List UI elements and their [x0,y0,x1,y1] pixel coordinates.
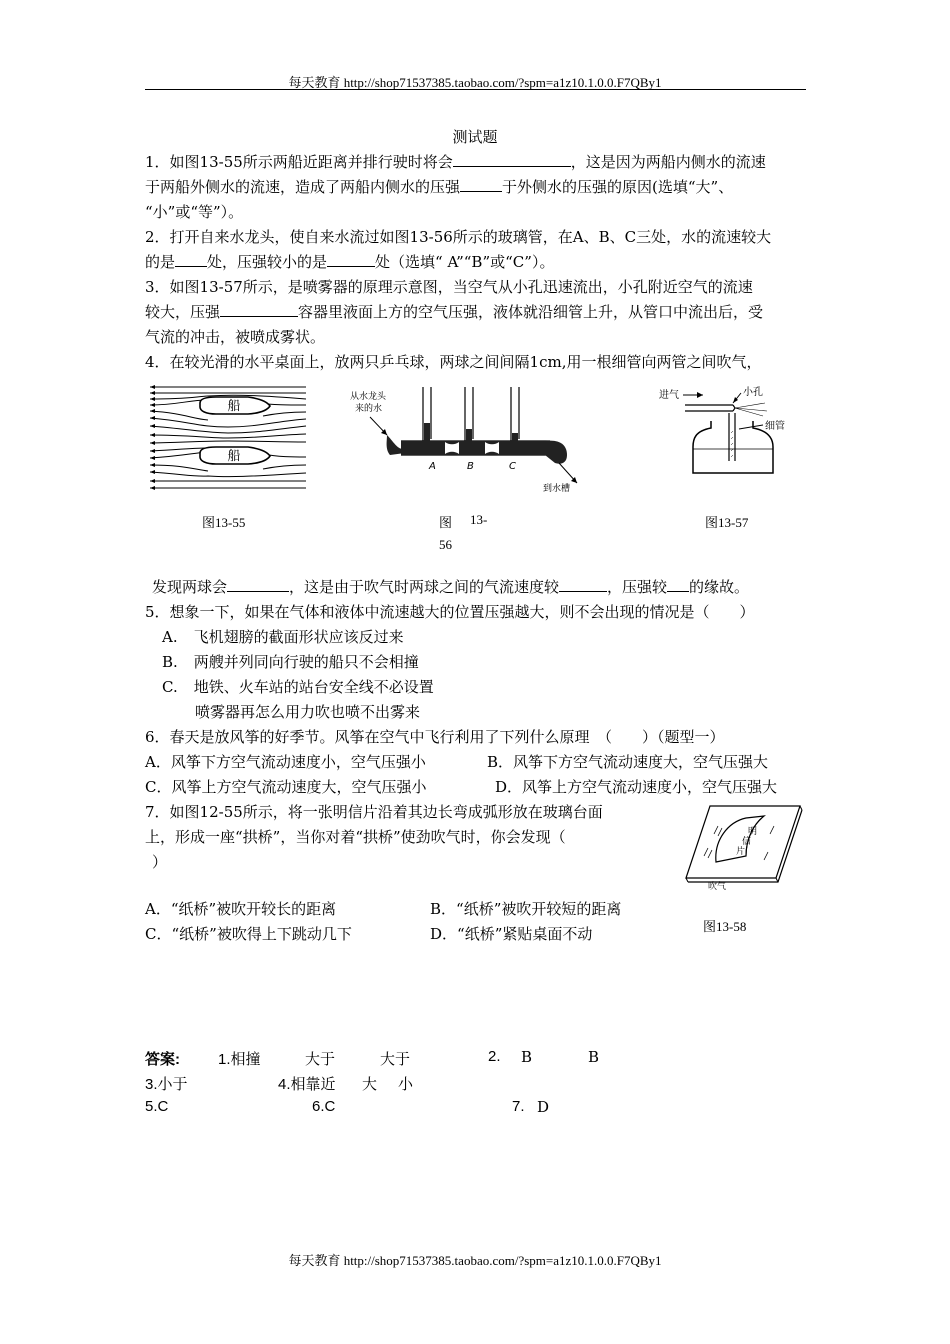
card-text-3: 片 [736,847,746,857]
tube-label-c: C [509,461,516,472]
q1-text: 于外侧水的压强的原因(选填“大”、 [502,178,734,196]
caption-13-56-a: 图 [439,515,453,530]
q7-option-a: A．“纸桥”被吹开较长的距离 [145,900,337,918]
answer-6: 6.C [312,1098,336,1115]
q1-line-3: “小”或“等”）。 [145,203,244,221]
q1-text: 1．如图13-55所示两船近距离并排行驶时将会 [145,153,453,171]
q4-text: 发现两球会 [152,578,228,596]
q7-line-2: 上，形成一座“拱桥”，当你对着“拱桥”使劲吹气时，你会发现（ [145,828,566,846]
answer-3: 3.小于 [145,1076,188,1093]
option-text: 地铁、火车站的站台安全线不必设置 [193,678,434,696]
q5-option-a [162,625,832,649]
caption-13-55: 图13-55 [202,515,246,530]
q5-stem: 5．想象一下，如果在气体和液体中流速越大的位置压强越大，则不会出现的情况是（ ） [145,603,755,621]
answer-1c: 大于 [380,1051,411,1068]
q4-text: 的缘故。 [689,578,750,596]
q4-line-1: 4．在较光滑的水平桌面上，放两只乒乓球，两球之间间隔1cm,用一根细管向两管之间吹气， [145,353,762,371]
answer-4b: 大 [362,1076,378,1093]
tube-label-b: B [467,461,474,472]
option-text: 两艘并列同向行驶的船只不会相撞 [193,653,419,671]
q7-option-b: B．“纸桥”被吹开较短的距离 [430,900,622,918]
q7-line-1: 7．如图12-55所示，将一张明信片沿着其边长弯成弧形放在玻璃台面 [145,803,603,821]
q3-line-2 [145,300,815,324]
q5-option-b [162,650,832,674]
q1-text: 于两船外侧水的流速，造成了两船内侧水的压强 [145,178,461,196]
q1-line-2 [145,175,815,199]
option-letter: B. [162,653,178,671]
answer-2b: B [588,1048,600,1066]
q1-line-1 [145,150,815,174]
caption-13-56-c: 56 [439,537,452,552]
tap-label-2: 来的水 [355,404,383,414]
boat-label-top: 船 [227,399,241,414]
q4-blank-3 [667,575,689,592]
q3-line-3: 气流的冲击，被喷成雾状。 [145,328,326,346]
q4-text: ，这是由于吹气时两球之间的气流速度较 [289,578,560,596]
option-text: 飞机翅膀的截面形状应该反过来 [193,628,404,646]
answer-4: 4.相靠近 [278,1076,336,1093]
q2-blank-1 [175,250,207,267]
answers-label: 答案: [145,1051,180,1068]
header-rule [145,89,806,90]
q6-option-d: D．风筝上方空气流动速度小，空气压强大 [495,778,778,796]
q4-line-2 [152,575,822,599]
q4-text: ，压强较 [607,578,668,596]
q3-line-1: 3．如图13-57所示，是喷雾器的原理示意图，当空气从小孔迅速流出，小孔附近空气的流速 [145,278,753,296]
tap-label-1: 从水龙头 [350,392,387,402]
caption-13-58: 图13-58 [703,919,747,934]
card-text-1: 明 [748,827,758,837]
tube-label-a: A [429,461,436,472]
answer-2: 2. [488,1048,501,1065]
q3-text: 较大，压强 [145,303,221,321]
q7-option-d: D．“纸桥”紧贴桌面不动 [430,925,593,943]
q1-text: ，这是因为两船内侧水的流速 [570,153,766,171]
q3-blank [220,300,298,317]
caption-13-56-b: 13- [470,512,488,527]
page-header: 每天教育 http://shop71537385.taobao.com/?spm=a1z10.1.0.0.F7QBy1 [288,75,662,90]
figure-13-56-tube [345,383,580,495]
answer-7: 7. [512,1098,525,1115]
q4-blank-2 [559,575,607,592]
q4-blank-1 [227,575,289,592]
figure-13-58-card-bridge [684,800,804,890]
outlet-label: 到水槽 [543,484,571,494]
q2-text: 处，压强较小的是 [207,253,328,271]
q6-option-a: A．风筝下方空气流动速度小，空气压强小 [145,753,426,771]
blow-label: 吹气 [708,882,727,890]
q3-text: 容器里液面上方的空气压强，液体就沿细管上升，从管口中流出后，受 [298,303,764,321]
option-letter: A. [162,628,178,646]
q1-blank-2 [460,175,502,192]
page-footer: 每天教育 http://shop71537385.taobao.com/?spm=a1z10.1.0.0.F7QBy1 [288,1253,662,1268]
caption-13-57: 图13-57 [705,515,749,530]
q6-option-b: B．风筝下方空气流动速度大，空气压强大 [487,753,769,771]
q7-option-c: C．“纸桥”被吹得上下跳动几下 [145,925,352,943]
q5-option-c [162,675,832,699]
answer-1b: 大于 [305,1051,336,1068]
page-title: 测试题 [452,128,498,146]
q5-option-d: 喷雾器再怎么用力吹也喷不出雾来 [195,703,421,721]
q1-blank-1 [453,150,571,167]
option-letter: C. [162,678,178,696]
boat-label-bottom: 船 [227,449,241,464]
q2-text: 处（选填“ A”“B”或“C”）。 [375,253,555,271]
q2-line-2 [145,250,815,274]
answer-7a: D [537,1098,550,1116]
q2-blank-2 [327,250,375,267]
figure-13-57-sprayer [655,383,815,478]
figure-13-55-boats [148,383,310,495]
answer-1: 1.相撞 [218,1051,261,1068]
air-in-label: 进气 [659,390,679,401]
q6-option-c: C．风筝上方空气流动速度大，空气压强小 [145,778,427,796]
answer-2a: B [521,1048,533,1066]
tube-label: 细管 [765,421,785,432]
hole-label: 小孔 [743,387,763,398]
q2-line-1: 2．打开自来水龙头，使自来水流过如图13-56所示的玻璃管，在A、B、C三处，水的流速较大 [145,228,772,246]
answer-4c: 小 [398,1076,414,1093]
q6-stem: 6．春天是放风筝的好季节。风筝在空气中飞行利用了下列什么原理 （ ）（题型一） [145,728,725,746]
q2-text: 的是 [145,253,176,271]
answer-5: 5.C [145,1098,169,1115]
q7-line-3: ） [152,853,168,871]
card-text-2: 信 [742,837,752,847]
